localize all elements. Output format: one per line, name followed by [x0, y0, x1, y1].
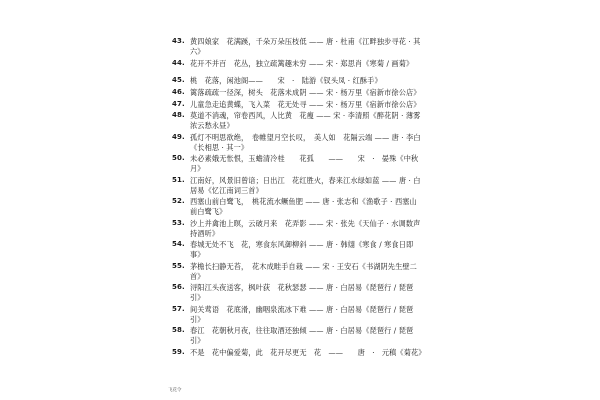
poem-entry — [172, 347, 426, 358]
entry-text: 沙上并禽池上暝，云破月来 花弄影 —— 宋 · 张先《天仙子 · 水调数声持酒听》 — [190, 218, 421, 238]
entry-text: 间关莺语 花底滑，幽咽泉流冰下难 —— 唐 · 白居易《琵琶行 / 琵琶引》 — [190, 304, 414, 324]
entry-number: 49. — [172, 132, 185, 141]
poem-entry — [172, 100, 422, 110]
poem-entry — [172, 59, 422, 69]
entry-number: 50. — [172, 154, 185, 163]
poem-entry — [172, 283, 422, 303]
poem-entry — [172, 37, 422, 57]
entry-number: 58. — [172, 326, 185, 335]
poem-entry — [172, 88, 422, 98]
entry-text: 茅檐长扫静无苔， 花木成畦手自栽 —— 宋 · 王安石《书湖阴先生壁二首》 — [190, 261, 417, 281]
entry-number: 59. — [172, 347, 185, 356]
poem-entry-list — [172, 37, 426, 359]
page-footer: 飞花令 — [168, 388, 182, 393]
entry-text: 黄四娘家 花满蹊，千朵万朵压枝低 —— 唐 · 杜甫《江畔独步寻花 · 其六》 — [190, 37, 421, 56]
entry-text: 江南好，风景旧曾谙；日出江 花红胜火，春来江水绿如蓝 —— 唐 · 白居易《忆江南词三首》 — [190, 175, 421, 195]
entry-number: 48. — [172, 111, 185, 120]
entry-number: 52. — [172, 197, 185, 206]
entry-text: 花开不并百 花丛，独立疏篱趣未穷 —— 宋 · 郑思肖《寒菊 / 画菊》 — [190, 58, 414, 68]
entry-number: 57. — [172, 304, 185, 313]
entry-number: 44. — [172, 58, 185, 67]
entry-number: 55. — [172, 261, 185, 270]
entry-text: 篱落疏疏一径深，树头 花落未成阴 —— 宋 · 杨万里《宿新市徐公店》 — [190, 88, 421, 97]
poem-entry — [172, 154, 422, 174]
entry-text: 莫道不消魂，帘卷西风，人比黄 花瘦 —— 宋 · 李清照《醉花阴 · 薄雾浓云愁永昼》 — [190, 111, 421, 131]
entry-text: 西塞山前白鹭飞， 桃花流水鳜鱼肥 —— 唐 · 张志和《渔歌子 · 西塞山前白鹭飞》 — [190, 197, 417, 217]
entry-text: 桃 花落，闲池阁—— 宋 · 陆游《钗头凤 · 红酥手》 — [190, 76, 382, 86]
entry-number: 43. — [172, 37, 185, 45]
poem-entry — [172, 262, 422, 282]
entry-text: 浔阳江头夜送客，枫叶荻 花秋瑟瑟 —— 唐 · 白居易《琵琶行 / 琵琶引》 — [190, 283, 414, 303]
entry-text: 春城无处不飞 花，寒食东风御柳斜 —— 唐 · 韩翃《寒食 / 寒食日即事》 — [190, 240, 414, 260]
poem-entry — [172, 176, 422, 196]
entry-number: 45. — [172, 76, 185, 85]
entry-text: 春江 花朝秋月夜，往往取酒还独倾 —— 唐 · 白居易《琵琶行 / 琵琶引》 — [190, 326, 414, 346]
entry-number: 46. — [172, 88, 185, 96]
poem-entry — [172, 219, 422, 239]
entry-number: 53. — [172, 218, 185, 227]
poem-entry — [172, 240, 422, 260]
poem-entry — [172, 111, 422, 131]
poem-entry — [172, 326, 422, 346]
entry-text: 儿童急走追黄蝶，飞入菜 花无处寻 —— 宋 · 杨万里《宿新市徐公店》 — [190, 99, 421, 109]
poem-entry — [172, 133, 422, 153]
entry-text: 孤灯不明思欲绝， 卷帷望月空长叹， 美人如 花隔云端 —— 唐 · 李白《长相思 · 其一》 — [190, 132, 421, 152]
poem-entry — [172, 197, 422, 217]
entry-number: 51. — [172, 175, 185, 184]
poem-entry — [172, 76, 422, 86]
entry-number: 54. — [172, 240, 185, 249]
entry-text: 不是 花中偏爱菊，此 花开尽更无 花 —— 唐 · 元稹《菊花》 — [190, 347, 426, 357]
poem-entry — [172, 305, 422, 325]
entry-number: 47. — [172, 99, 185, 108]
entry-text: 未必素娥无怅恨，玉蟾清冷桂 花孤 —— 宋 · 晏殊《中秋月》 — [190, 154, 419, 174]
entry-number: 56. — [172, 283, 185, 292]
